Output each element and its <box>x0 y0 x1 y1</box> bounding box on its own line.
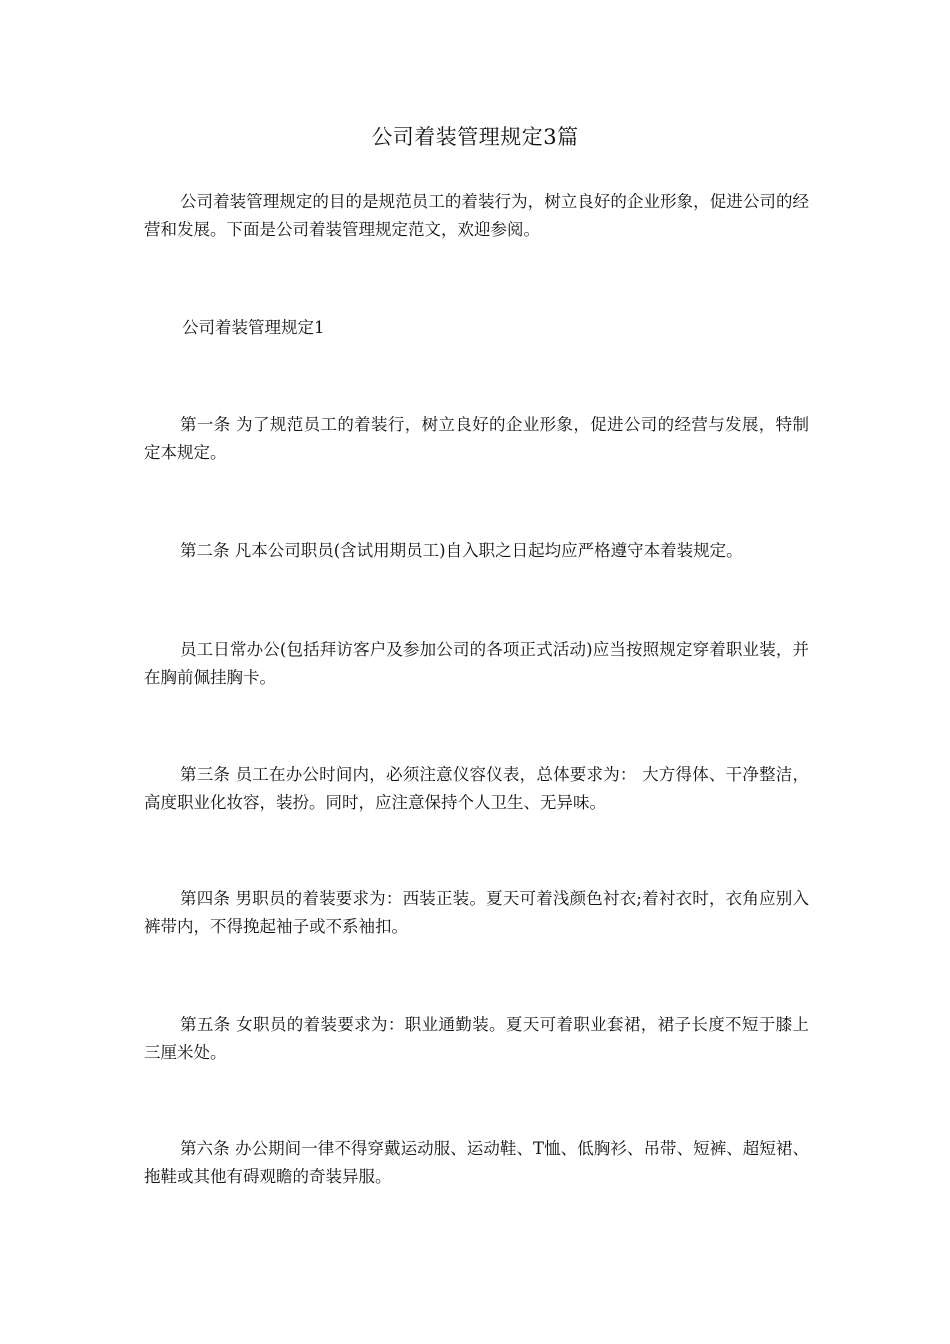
section-heading: 公司着装管理规定1 <box>182 318 325 337</box>
paragraph-article-6: 第六条 办公期间一律不得穿戴运动服、运动鞋、T恤、低胸衫、吊带、短裤、超短裙、拖鞋或其他有碍观瞻的奇装异服。 <box>144 1139 809 1186</box>
paragraph-article-2: 第二条 凡本公司职员(含试用期员工)自入职之日起均应严格遵守本着装规定。 <box>180 541 743 560</box>
paragraph-article-5: 第五条 女职员的着装要求为：职业通勤装。夏天可着职业套裙，裙子长度不短于膝上三厘米处。 <box>144 1015 809 1062</box>
document-title: 公司着装管理规定3篇 <box>371 125 579 149</box>
paragraph-article-4: 第四条 男职员的着装要求为：西装正装。夏天可着浅颜色衬衣;着衬衣时，衣角应别入裤带内，不得挽起袖子或不系袖扣。 <box>144 889 809 936</box>
paragraph-article-3: 第三条 员工在办公时间内，必须注意仪容仪表，总体要求为： 大方得体、干净整洁，高度职业化妆容，装扮。同时，应注意保持个人卫生、无异味。 <box>144 765 809 812</box>
paragraph-article-1: 第一条 为了规范员工的着装行，树立良好的企业形象，促进公司的经营与发展，特制定本规定。 <box>144 415 809 462</box>
paragraph-daily-office: 员工日常办公(包括拜访客户及参加公司的各项正式活动)应当按照规定穿着职业装，并在胸前佩挂胸卡。 <box>144 640 809 687</box>
intro-paragraph: 公司着装管理规定的目的是规范员工的着装行为，树立良好的企业形象，促进公司的经营和发展。下面是公司着装管理规定范文，欢迎参阅。 <box>144 192 809 239</box>
